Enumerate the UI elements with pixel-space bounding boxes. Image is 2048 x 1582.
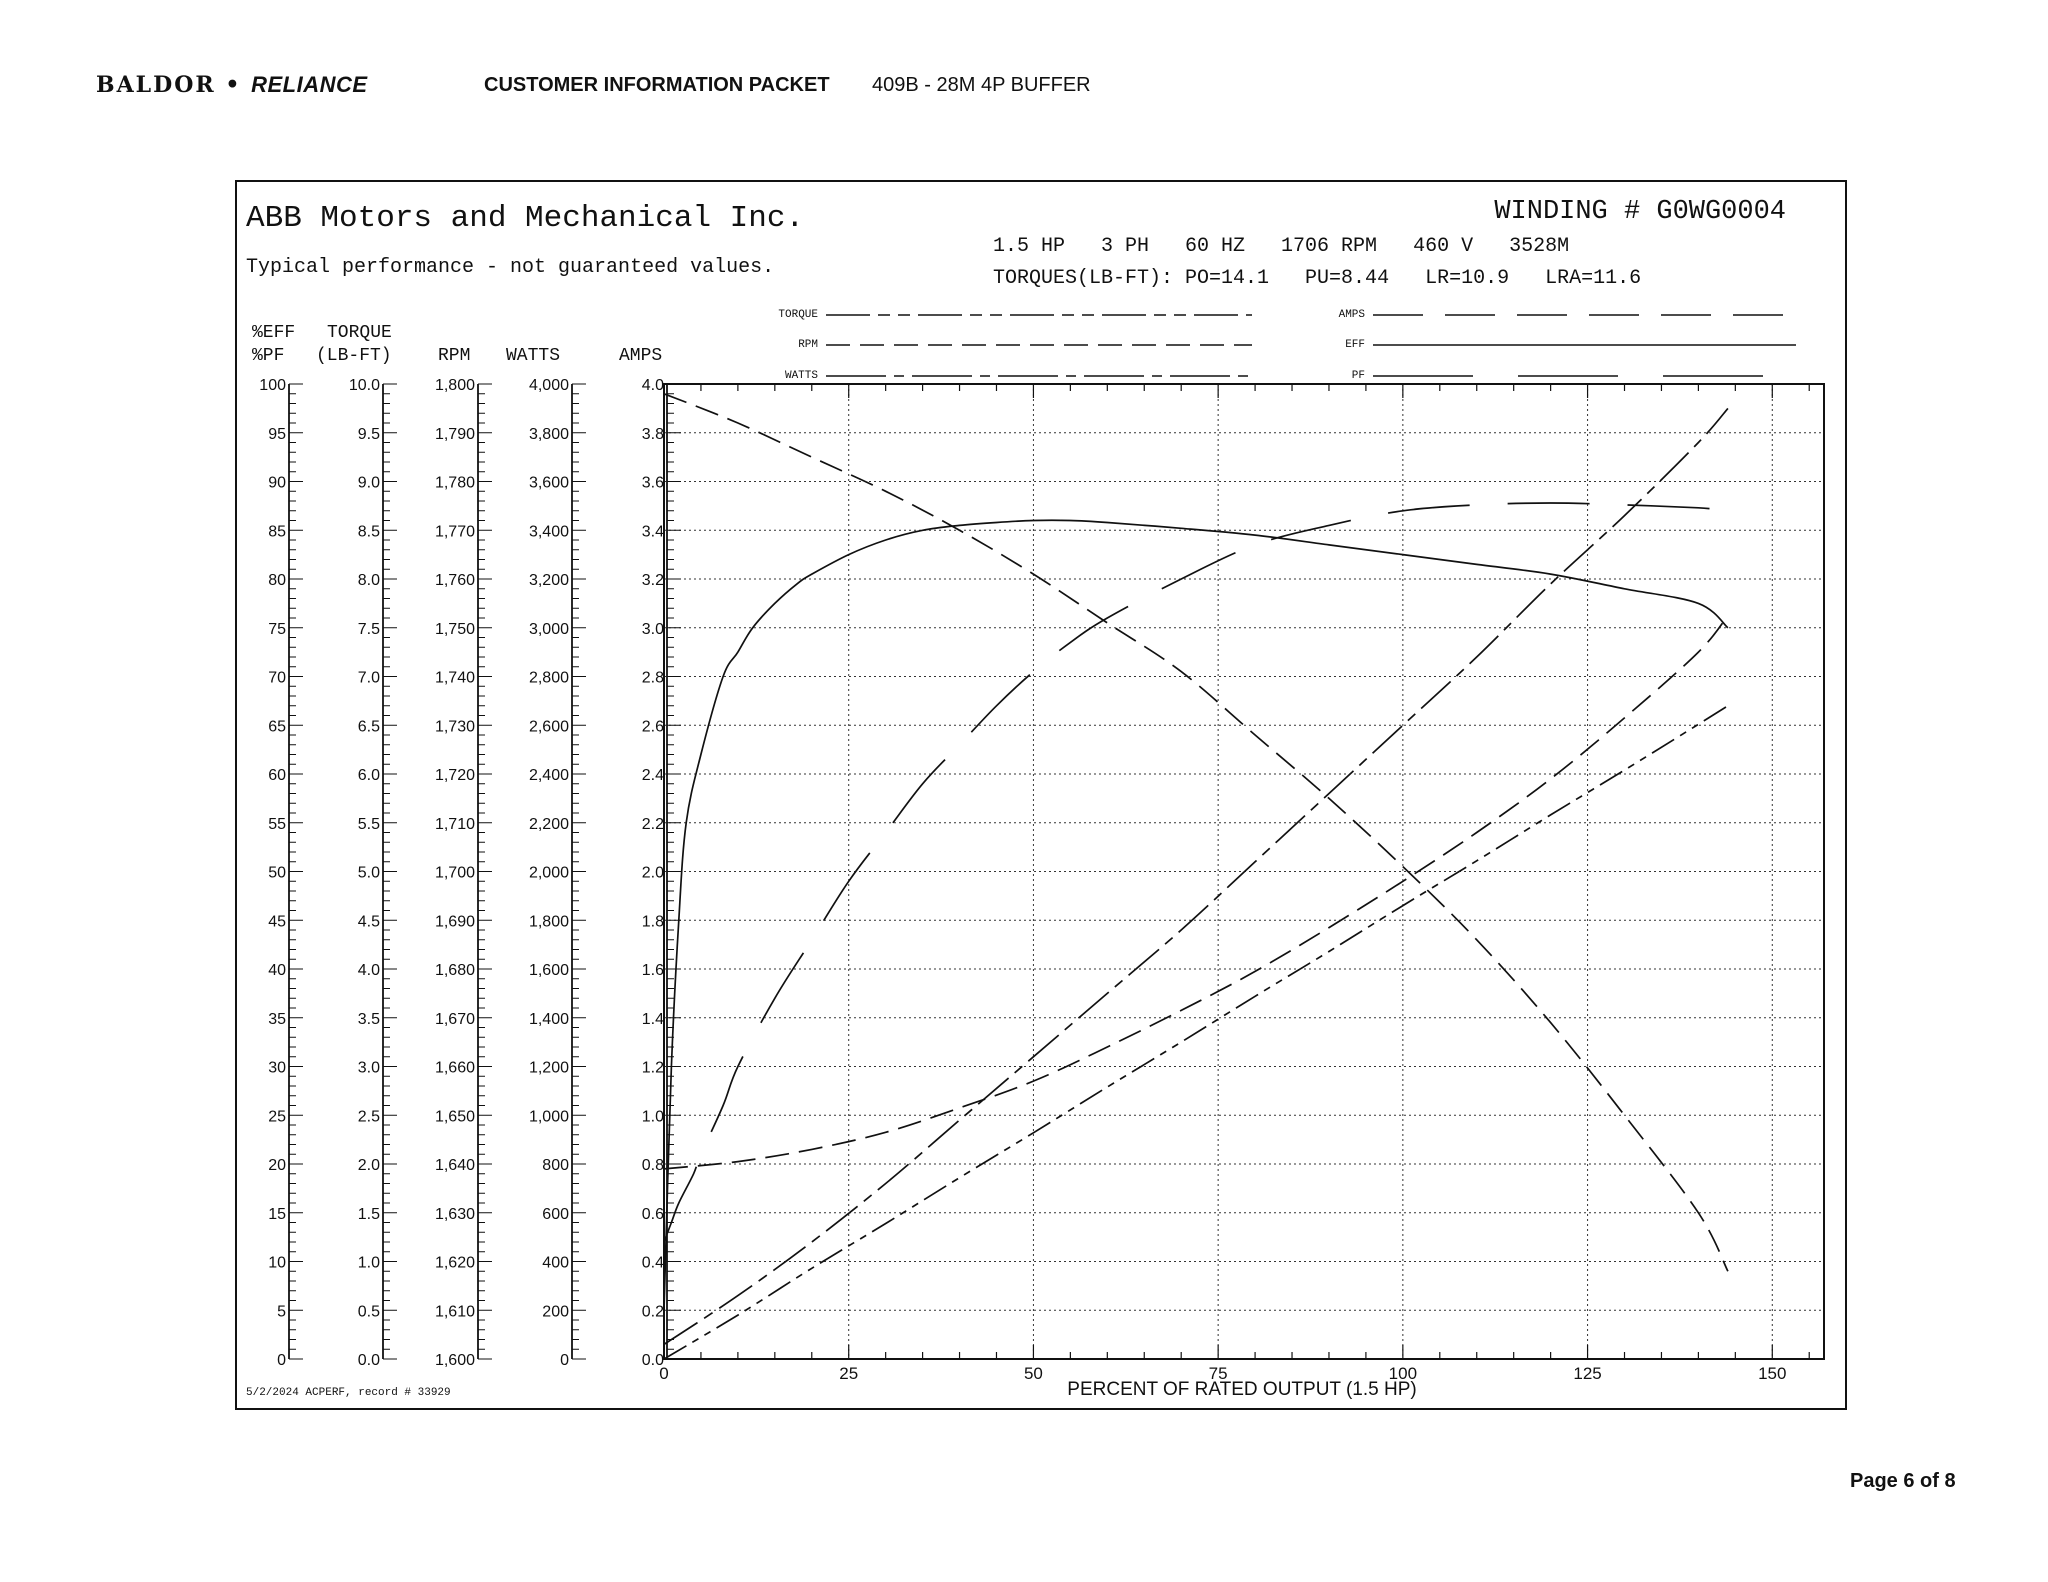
amps-tick-label: 2.2 [641,815,664,833]
y-axes [259,377,681,1369]
amps-tick-label: 3.8 [641,425,664,443]
series-pf [664,503,1728,1242]
legend-watts-label: WATTS [784,370,818,382]
watts-tick-label: 800 [542,1157,569,1174]
record-note: 5/2/2024 ACPERF, record # 33929 [246,1387,451,1399]
amps-tick-label: 0.6 [641,1205,664,1223]
amps-tick-label: 2.8 [641,669,664,687]
motor-specs: 1.5 HP 3 PH 60 HZ 1706 RPM 460 V 3528M [993,235,1570,258]
amps-tick-label: 3.6 [641,474,664,492]
x-tick-label: 125 [1573,1364,1602,1383]
torque-tick-label: 6.5 [357,718,380,736]
torque-tick-label: 3.0 [357,1059,380,1077]
eff_pf-tick-label: 90 [268,474,286,492]
company-title: ABB Motors and Mechanical Inc. [246,201,805,236]
eff_pf-tick-label: 95 [268,425,286,443]
eff_pf-tick-label: 30 [268,1059,286,1077]
eff_pf-tick-label: 55 [268,815,286,833]
rpm-tick-label: 1,660 [434,1059,475,1077]
amps-tick-label: 2.6 [641,718,664,736]
torque-tick-label: 10.0 [348,377,380,394]
rpm-tick-label: 1,610 [434,1303,475,1321]
watts-tick-label: 2,200 [528,815,569,833]
watts-tick-label: 1,600 [528,962,569,979]
eff_pf-tick-label: 5 [277,1303,286,1321]
watts-tick-label: 1,400 [528,1010,569,1028]
torque-tick-label: 1.0 [357,1254,380,1272]
watts-tick-label: 400 [542,1254,569,1272]
rpm-tick-label: 1,700 [434,864,475,882]
watts-tick-label: 2,000 [528,864,569,882]
torque-tick-label: 9.5 [357,425,380,443]
rpm-tick-label: 1,720 [434,767,475,784]
torque-tick-label: 7.0 [357,669,380,687]
amps-header: AMPS [619,346,663,366]
winding-id: WINDING # G0WG0004 [1494,197,1786,227]
watts-tick-label: 4,000 [528,377,569,394]
rpm-tick-label: 1,740 [434,669,475,687]
legend-pf-label: PF [1351,370,1365,382]
torque-tick-label: 1.5 [357,1205,380,1223]
eff_pf-tick-label: 20 [268,1157,286,1174]
amps-tick-label: 0.2 [641,1303,664,1321]
torque-unit-header: (LB-FT) [316,346,392,366]
pf-header: %PF [252,346,285,366]
rpm-tick-label: 1,690 [434,913,475,931]
rpm-tick-label: 1,630 [434,1205,475,1223]
eff_pf-tick-label: 25 [268,1108,286,1126]
eff_pf-tick-label: 75 [268,620,286,638]
watts-tick-label: 3,000 [528,620,569,638]
watts-tick-label: 1,200 [528,1059,569,1077]
eff_pf-tick-label: 35 [268,1010,286,1028]
x-tick-label: 75 [1208,1364,1228,1383]
torque-tick-label: 3.5 [357,1010,380,1028]
legend-eff-label: EFF [1345,339,1365,351]
watts-tick-label: 1,000 [528,1108,569,1126]
torque-tick-label: 5.5 [357,815,380,833]
amps-tick-label: 1.0 [641,1108,664,1126]
eff_pf-tick-label: 60 [268,767,286,784]
series-watts [664,408,1728,1344]
watts-axis [529,377,586,1369]
torque-axis [349,377,397,1369]
series-eff [664,520,1728,1310]
model-name: 409B - 28M 4P BUFFER [872,74,1091,96]
amps-tick-label: 1.2 [641,1059,664,1077]
x-tick-label: 50 [1023,1364,1043,1383]
watts-tick-label: 2,800 [528,669,569,687]
eff_pf-tick-label: 50 [268,864,286,882]
x-axis-label: PERCENT OF RATED OUTPUT (1.5 HP) [1067,1379,1417,1400]
rpm-tick-label: 1,650 [434,1108,475,1126]
watts-tick-label: 1,800 [528,913,569,931]
torque-tick-label: 5.0 [357,864,380,882]
torque-tick-label: 2.5 [357,1108,380,1126]
amps-tick-label: 3.4 [641,523,664,541]
brand-logo: BALDOR • RELIANCE [96,72,368,98]
torque-tick-label: 8.5 [357,523,380,541]
watts-tick-label: 3,800 [528,425,569,443]
watts-tick-label: 200 [542,1303,569,1321]
torque-tick-label: 4.0 [357,962,380,979]
amps-tick-label: 0.0 [641,1352,664,1369]
amps-tick-label: 0.8 [641,1157,664,1174]
legend-torque-label: TORQUE [778,309,818,321]
rpm-tick-label: 1,800 [434,377,475,394]
axis-headers [252,323,662,366]
chart-subtitle: Typical performance - not guaranteed values. [246,256,775,279]
series-amps [664,616,1728,1169]
series-lines [664,394,1728,1359]
rpm-tick-label: 1,710 [434,815,475,833]
x-axis [659,384,1809,1383]
rpm-tick-label: 1,750 [434,620,475,638]
rpm-tick-label: 1,600 [434,1352,475,1369]
chart-legend [778,309,1796,382]
rpm-tick-label: 1,790 [434,425,475,443]
amps-tick-label: 3.2 [641,572,664,589]
eff_pf-axis [259,377,303,1369]
rpm-tick-label: 1,620 [434,1254,475,1272]
amps-tick-label: 2.4 [641,767,664,784]
watts-tick-label: 0 [560,1352,569,1369]
page-number: Page 6 of 8 [1850,1470,1956,1492]
packet-title: CUSTOMER INFORMATION PACKET [484,74,830,96]
torque-tick-label: 0.0 [357,1352,380,1369]
eff_pf-tick-label: 15 [268,1205,286,1223]
torque-tick-label: 7.5 [357,620,380,638]
rpm-axis [435,377,492,1369]
rpm-header: RPM [438,346,471,366]
eff_pf-tick-label: 65 [268,718,286,736]
x-tick-label: 25 [839,1364,859,1383]
torque-tick-label: 4.5 [357,913,380,931]
eff_pf-tick-label: 45 [268,913,286,931]
legend-amps-label: AMPS [1338,309,1365,321]
rpm-tick-label: 1,640 [434,1157,475,1174]
x-tick-label: 100 [1388,1364,1418,1383]
rpm-tick-label: 1,680 [434,962,475,979]
watts-tick-label: 2,400 [528,767,569,784]
amps-tick-label: 3.0 [641,620,664,638]
eff_pf-tick-label: 40 [268,962,286,979]
rpm-tick-label: 1,760 [434,572,475,589]
torque-tick-label: 6.0 [357,767,380,784]
amps-tick-label: 1.4 [641,1010,664,1028]
watts-tick-label: 3,400 [528,523,569,541]
watts-header: WATTS [506,346,561,366]
torque-tick-label: 2.0 [357,1157,380,1174]
eff_pf-tick-label: 100 [259,377,286,394]
rpm-tick-label: 1,730 [434,718,475,736]
torque-tick-label: 8.0 [357,572,380,589]
eff_pf-tick-label: 0 [277,1352,286,1369]
watts-tick-label: 2,600 [528,718,569,736]
amps-tick-label: 0.4 [641,1254,664,1272]
watts-tick-label: 3,600 [528,474,569,492]
eff_pf-tick-label: 10 [268,1254,286,1272]
amps-tick-label: 1.8 [641,913,664,931]
amps-axis [642,377,681,1369]
x-tick-label: 0 [659,1364,669,1383]
amps-tick-label: 1.6 [641,962,664,979]
torque-tick-label: 9.0 [357,474,380,492]
rpm-tick-label: 1,770 [434,523,475,541]
amps-tick-label: 2.0 [641,864,664,882]
series-rpm [664,394,1728,1272]
torque-header: TORQUE [327,323,392,343]
eff_pf-tick-label: 85 [268,523,286,541]
eff-header: %EFF [252,323,296,343]
rpm-tick-label: 1,670 [434,1010,475,1028]
legend-rpm-label: RPM [798,339,818,351]
watts-tick-label: 3,200 [528,572,569,589]
x-tick-label: 150 [1758,1364,1787,1383]
amps-tick-label: 4.0 [641,377,664,394]
eff_pf-tick-label: 70 [268,669,286,687]
torque-specs: TORQUES(LB-FT): PO=14.1 PU=8.44 LR=10.9 LRA=11.6 [993,267,1642,290]
eff_pf-tick-label: 80 [268,572,286,589]
torque-tick-label: 0.5 [357,1303,380,1321]
rpm-tick-label: 1,780 [434,474,475,492]
watts-tick-label: 600 [542,1205,569,1223]
